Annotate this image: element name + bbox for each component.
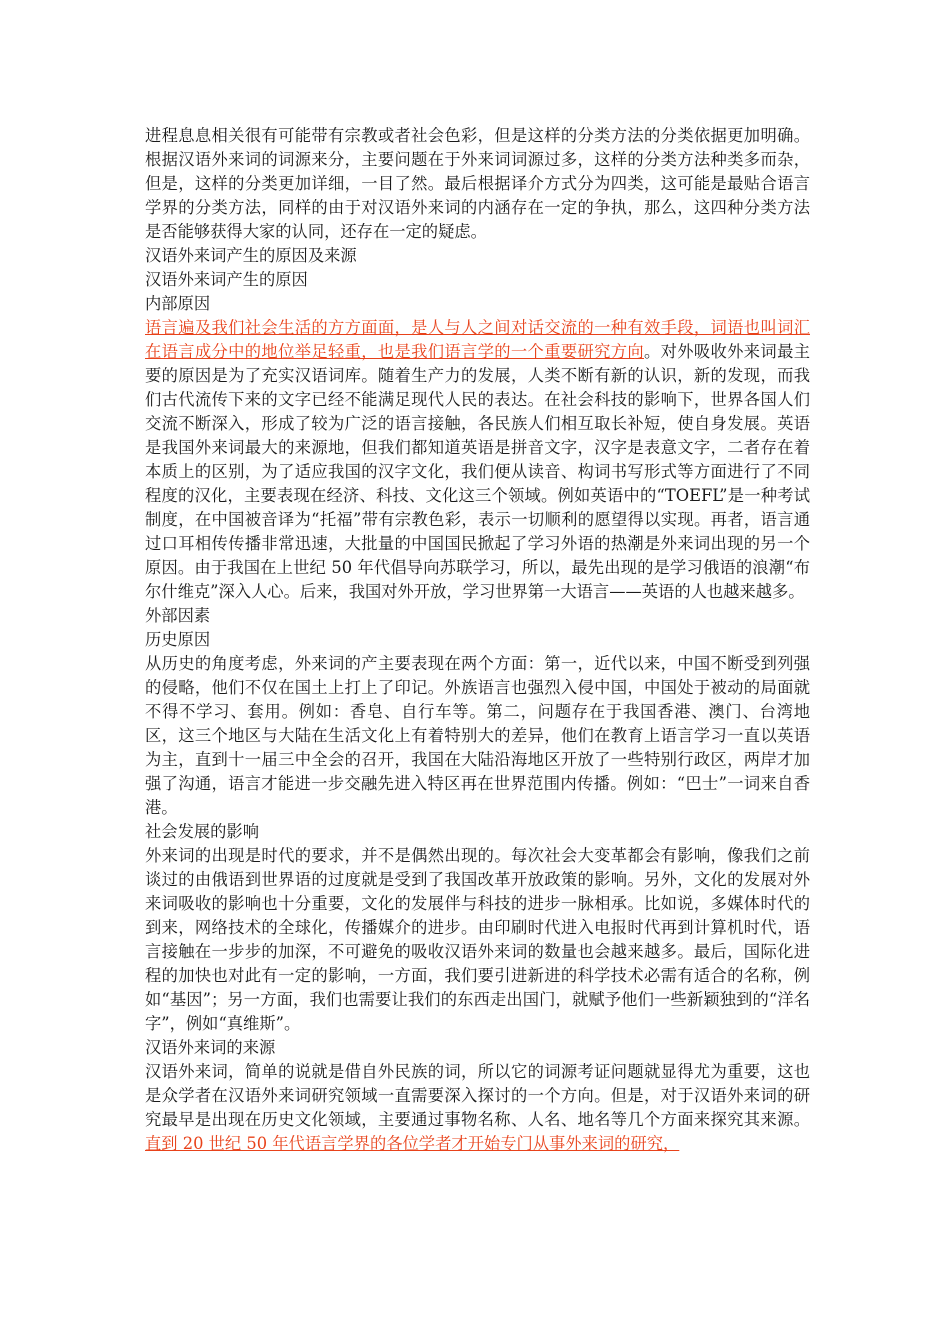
- highlighted-link-text-2[interactable]: 直到 20 世纪 50 年代语言学界的各位学者才开始专门从事外来词的研究，: [145, 1134, 680, 1153]
- paragraph-history: 从历史的角度考虑，外来词的产主要表现在两个方面：第一，近代以来，中国不断受到列强的侵略，他们不仅在国土上打上了印记。外族语言也强烈入侵中国，中国处于被动的局面就不得不学习、套用。例如：香皂、自行车等。第二，问题存在于我国香港、澳门、台湾地区，这三个地区与大陆在生活文化上有着特别大的差异，他们在教育上语言学习一直以英语为主，直到十一届三中全会的召开，我国在大陆沿海地区开放了一些特别行政区，两岸才加强了沟通，语言才能进一步交融先进入特区再在世界范围内传播。例如：“巴士”一词来自香港。: [145, 654, 810, 817]
- paragraph-internal-rest: 。对外吸收外来词最主要的原因是为了充实汉语词库。随着生产力的发展，人类不断有新的认识，新的发现，而我们古代流传下来的文字已经不能满足现代人民的表达。在社会科技的影响下，世界各国人们交流不断深入，形成了较为广泛的语言接触，各民族人们相互取长补短，使自身发展。英语是我国外来词最大的来源地，但我们都知道英语是拼音文字，汉字是表意文字，二者存在着本质上的区别，为了适应我国的汉字文化，我们便从读音、构词书写形式等方面进行了不同程度的汉化，主要表现在经济、科技、文化这三个领域。例如英语中的“TOEFL”是一种考试制度，在中国被音译为“托福”带有宗教色彩，表示一切顺利的愿望得以实现。再者，语言通过口耳相传传播非常迅速，大批量的中国国民掀起了学习外语的热潮是外来词出现的另一个原因。由于我国在上世纪 50 年代倡导向苏联学习，所以，最先出现的是学习俄语的浪潮“布尔什维克”深入人心。后来，我国对外开放，学习世界第一大语言——英语的人也越来越多。: [145, 342, 810, 601]
- subsubsection-heading-history: 历史原因: [145, 630, 211, 649]
- paragraph-sources: [145, 1060, 810, 1156]
- subsection-heading-sources: 汉语外来词的来源: [145, 1038, 276, 1057]
- paragraph-society: 外来词的出现是时代的要求，并不是偶然出现的。每次社会大变革都会有影响，像我们之前谈过的由俄语到世界语的过度就是受到了我国改革开放政策的影响。另外，文化的发展对外来词吸收的影响也十分重要，文化的发展伴与科技的进步一脉相承。比如说，多媒体时代的到来，网络技术的全球化，传播媒介的进步。由印刷时代进入电报时代再到计算机时代，语言接触在一步步的加深，不可避免的吸收汉语外来词的数量也会越来越多。最后，国际化进程的加快也对此有一定的影响，一方面，我们要引进新进的科学技术必需有适合的名称，例如“基因”；另一方面，我们也需要让我们的东西走出国门，就赋予他们一些新颖独到的“洋名字”，例如“真维斯”。: [145, 846, 810, 1033]
- subsubsection-heading-society: 社会发展的影响: [145, 822, 259, 841]
- paragraph-classification: 进程息息相关很有可能带有宗教或者社会色彩，但是这样的分类方法的分类依据更加明确。根据汉语外来词的词源来分，主要问题在于外来词词源过多，这样的分类方法种类多而杂，但是，这样的分类更加详细，一目了然。最后根据译介方式分为四类，这可能是最贴合语言学界的分类方法，同样的由于对汉语外来词的内涵存在一定的争执，那么，这四种分类方法是否能够获得大家的认同，还存在一定的疑虑。: [145, 126, 810, 241]
- paragraph-sources-text: 汉语外来词，简单的说就是借自外民族的词，所以它的词源考证问题就显得尤为重要，这也是众学者在汉语外来词研究领域一直需要深入探讨的一个方向。但是，对于汉语外来词的研究最早是出现在历史文化领域，主要通过事物名称、人名、地名等几个方面来探究其来源。: [145, 1062, 810, 1129]
- subsection-heading-reasons: 汉语外来词产生的原因: [145, 270, 308, 289]
- highlighted-link-text[interactable]: 语言遍及我们社会生活的方方面面，是人与人之间对话交流的一种有效手段，词语也叫词汇在语言成分中的地位举足轻重，也是我们语言学的一个重要研究方向: [145, 318, 810, 361]
- subsubsection-heading-external: 外部因素: [145, 606, 211, 625]
- paragraph-internal-reasons: [145, 316, 810, 604]
- section-heading-origins: 汉语外来词产生的原因及来源: [145, 246, 357, 265]
- document-body: [145, 124, 810, 1156]
- subsubsection-heading-internal: 内部原因: [145, 294, 211, 313]
